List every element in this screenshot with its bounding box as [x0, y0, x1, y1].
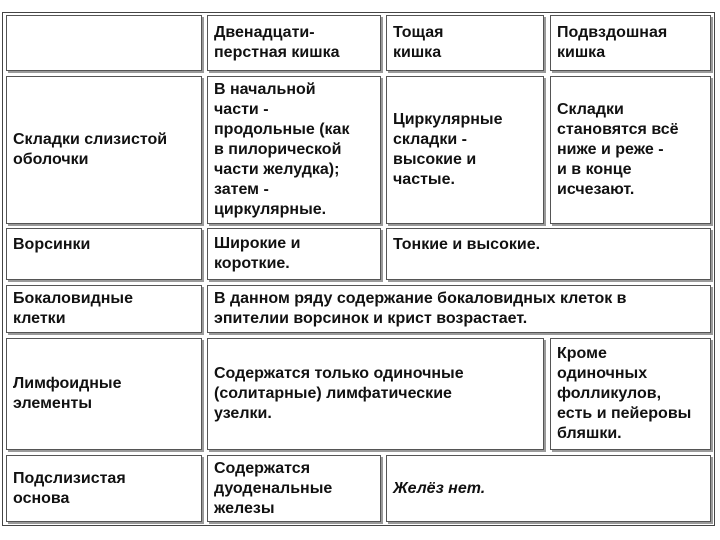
row-folds-ileum — [550, 76, 711, 224]
row-folds-duodenum-text: В начальной части - продольные (как в пилорической части желудка); затем - циркулярные. — [214, 81, 350, 218]
row-lymphoid-duodenum-jejunum — [207, 338, 544, 450]
row-submucosa-label-text: Подслизистая основа — [13, 469, 126, 507]
row-goblet-all-text: В данном ряду содержание бокаловидных клеток в эпителии ворсинок и крист возрастает. — [214, 290, 627, 327]
row-goblet-label — [6, 285, 202, 333]
row-lymphoid-ileum — [550, 338, 711, 450]
row-submucosa-duodenum — [207, 455, 381, 522]
header-ileum-text: Подвздошная кишка — [557, 24, 668, 61]
row-lymphoid-duodenum-jejunum-text: Содержатся только одиночные (солитарные) лимфатические узелки. — [214, 365, 464, 422]
row-goblet-label-text: Бокаловидные клетки — [13, 290, 133, 327]
row-villi-jejunum-ileum-text: Тонкие и высокие. — [393, 236, 541, 253]
row-villi-duodenum-text: Широкие и короткие. — [214, 235, 301, 272]
row-folds-label — [6, 76, 202, 224]
row-folds-duodenum — [207, 76, 381, 224]
row-folds-jejunum-text: Циркулярные складки - высокие и частые. — [393, 111, 503, 188]
row-submucosa-duodenum-text: Содержатся дуоденальные железы — [214, 459, 333, 517]
row-folds-ileum-text: Складки становятся всё ниже и реже - и в конце исчезают. — [557, 101, 679, 198]
row-folds-jejunum — [386, 76, 544, 224]
row-lymphoid-label-text: Лимфоидные элементы — [13, 375, 122, 412]
header-jejunum-text: Тощая кишка — [393, 24, 444, 61]
row-villi-label — [6, 228, 202, 280]
header-jejunum — [386, 15, 544, 71]
row-submucosa-jejunum-ileum-text: Желёз нет. — [393, 479, 486, 497]
row-lymphoid-ileum-text: Кроме одиночных фолликулов, есть и пейеровы бляшки. — [557, 345, 692, 442]
header-corner-cell — [6, 15, 202, 71]
row-goblet-all — [207, 285, 711, 333]
row-submucosa-jejunum-ileum — [386, 455, 711, 522]
row-villi-duodenum — [207, 228, 381, 280]
header-ileum — [550, 15, 711, 71]
row-lymphoid-label — [6, 338, 202, 450]
row-folds-label-text: Складки слизистой оболочки — [13, 131, 168, 168]
row-villi-jejunum-ileum — [386, 228, 711, 280]
header-duodenum-text: Двенадцати- перстная кишка — [214, 24, 340, 61]
header-duodenum — [207, 15, 381, 71]
row-villi-label-text: Ворсинки — [13, 236, 91, 253]
row-submucosa-label — [6, 455, 202, 522]
